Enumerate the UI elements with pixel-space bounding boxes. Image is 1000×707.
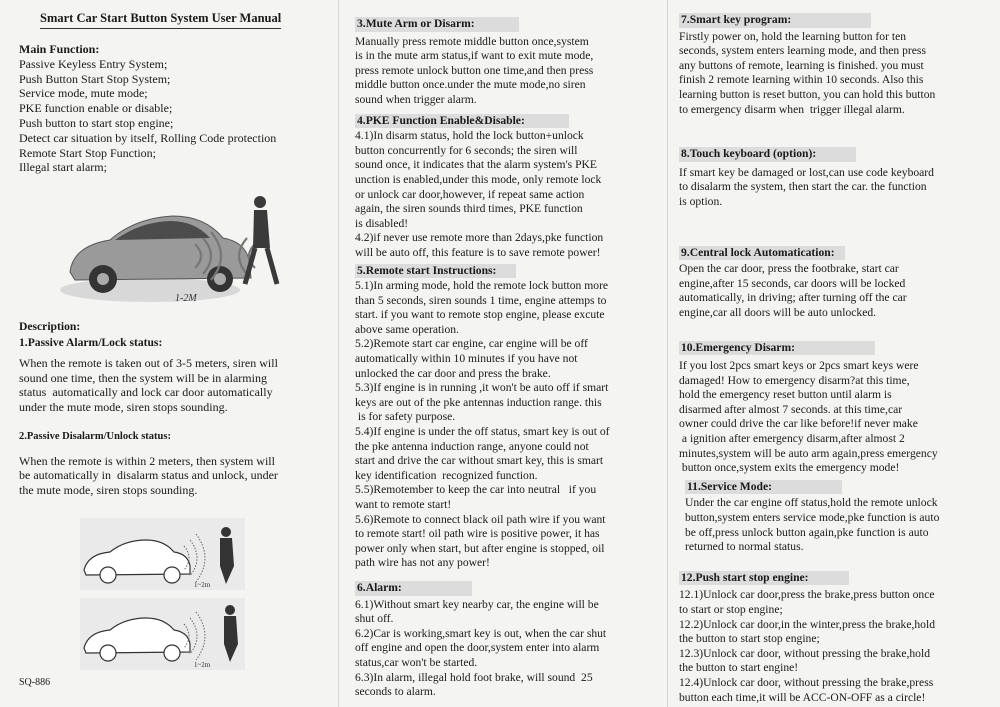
main-function-section — [19, 42, 276, 175]
text-line: If smart key be damaged or lost,can use code keyboard — [679, 165, 934, 179]
text-line: to remote start! oil path wire is positive power, it has — [355, 527, 600, 541]
text-line: 5.5)Remotember to keep the car into neutral if you — [355, 483, 597, 497]
walking-person-icon — [245, 196, 277, 284]
page-fold-line — [667, 0, 668, 707]
range-label: 1~2m — [194, 661, 211, 669]
text-line: Firstly power on, hold the learning button for ten — [679, 29, 907, 43]
car-wheel — [100, 567, 116, 583]
section-8-heading: 8.Touch keyboard (option): — [679, 147, 856, 162]
section-12-text — [679, 588, 991, 705]
text-line: press remote unlock button one time,and then press — [355, 63, 594, 77]
section-10-heading: 10.Emergency Disarm: — [679, 341, 875, 356]
text-line: be off,press unlock button again,pke function is auto — [685, 525, 929, 539]
text-line: Open the car door, press the footbrake, start car — [679, 262, 899, 276]
main-function-item: PKE function enable or disable; — [19, 101, 173, 116]
car-walkaway-figure — [55, 180, 305, 310]
text-line: middle button once.under the mute mode,no siren — [355, 78, 586, 92]
section-2 — [19, 430, 319, 497]
text-line: under the mute mode, siren stops sounding. — [19, 399, 228, 414]
text-line: a ignition after emergency disarm,after almost 2 — [679, 432, 905, 446]
section-8-text — [679, 166, 991, 210]
range-label: 1-2M — [175, 293, 197, 304]
text-line: again, the siren sounds third times, PKE function — [355, 202, 583, 216]
text-line: unlocked the car door and press the brake. — [355, 366, 551, 380]
text-line: Under the car engine off status,hold the remote unlock — [685, 496, 938, 510]
text-line: returned to normal status. — [685, 540, 804, 554]
text-line: engine,after 15 seconds, car doors will be locked — [679, 276, 906, 290]
text-line: 6.1)Without smart key nearby car, the engine will be — [355, 597, 599, 611]
main-function-item: Push button to start stop engine; — [19, 115, 174, 130]
text-line: the button to start stop engine; — [679, 632, 820, 646]
text-line: is disabled! — [355, 216, 409, 230]
section-5-text — [355, 279, 660, 571]
text-line: 5.2)Remote start car engine, car engine will be off — [355, 337, 588, 351]
text-line: or unlock car door,however, if repeat same action — [355, 187, 585, 201]
text-line: 12.2)Unlock car door,in the winter,press the brake,hold — [679, 617, 935, 631]
text-line: automatically, in driving; after turning off the car — [679, 291, 907, 305]
middle-column — [355, 17, 660, 700]
section-11-text — [679, 496, 991, 554]
car-far-figure — [80, 598, 245, 670]
text-line: be automatically in disalarm status and unlock, under — [19, 468, 278, 483]
text-line: above same operation. — [355, 322, 459, 336]
car-wheel — [164, 567, 180, 583]
text-line: 12.3)Unlock car door, without pressing the brake,hold — [679, 646, 930, 660]
section-11-heading: 11.Service Mode: — [685, 480, 842, 495]
main-function-heading: Main Function: — [19, 42, 100, 56]
text-line: status automatically and lock car door automatically — [19, 385, 273, 400]
right-column — [679, 13, 991, 705]
text-line: seconds to alarm. — [355, 685, 436, 699]
section-7-text — [679, 30, 991, 118]
main-function-item: Illegal start alarm; — [19, 160, 107, 175]
text-line: want to remote start! — [355, 498, 452, 511]
text-line: 12.4)Unlock car door, without pressing the brake,press — [679, 675, 934, 689]
text-line: If you lost 2pcs smart keys or 2pcs smart keys were — [679, 359, 919, 373]
section-3-text — [355, 35, 660, 108]
text-line: shut off. — [355, 612, 394, 626]
section-6-text — [355, 598, 660, 700]
section-2-text — [19, 454, 319, 498]
text-line: button once,system exits the emergency mode! — [679, 461, 900, 475]
text-line: sound once, it indicates that the alarm system's PKE — [355, 158, 597, 172]
text-line: button each time,it will be ACC-ON-OFF as a circle! — [679, 690, 926, 704]
section-1-heading: 1.Passive Alarm/Lock status: — [19, 335, 163, 349]
text-line: keys are out of the pke antennas induction range. this — [355, 395, 602, 409]
text-line: 5.1)In arming mode, hold the remote lock button more — [355, 279, 609, 293]
text-line: key identification recognized function. — [355, 468, 538, 482]
section-1-text — [19, 356, 319, 414]
main-function-list — [19, 57, 276, 175]
section-10-text — [679, 359, 991, 476]
car-near-figure — [80, 518, 245, 590]
main-function-item: Service mode, mute mode; — [19, 86, 148, 101]
section-2-heading: 2.Passive Disalarm/Unlock status: — [19, 431, 171, 442]
text-line: 4.2)if never use remote more than 2days,pke function — [355, 231, 604, 245]
text-line: 5.4)If engine is under the off status, smart key is out of — [355, 425, 610, 439]
section-9-text — [679, 262, 991, 320]
main-function-item: Detect car situation by itself, Rolling Code protection — [19, 130, 277, 145]
text-line: 6.3)In alarm, illegal hold foot brake, will sound 25 — [355, 670, 593, 684]
description-section — [19, 320, 319, 415]
text-line: hold the emergency reset button until alarm is — [679, 388, 892, 402]
car-hub — [97, 273, 109, 285]
text-line: seconds, system enters learning mode, and then press — [679, 44, 926, 58]
main-function-item: Push Button Start Stop System; — [19, 71, 171, 86]
text-line: power only when start, but after engine is stopped, oil — [355, 541, 605, 555]
text-line: damaged! How to emergency disarm?at this time, — [679, 373, 910, 387]
text-line: 12.1)Unlock car door,press the brake,press button once — [679, 588, 935, 602]
text-line: unction is enabled,under this mode, only remote lock — [355, 172, 602, 186]
text-line: to emergency disarm when trigger illegal alarm. — [679, 102, 905, 116]
section-7-heading: 7.Smart key program: — [679, 13, 871, 28]
text-line: button,system enters service mode,pke function is auto — [685, 511, 940, 525]
text-line: minutes,system will be auto arm again,press emergency — [679, 446, 938, 460]
text-line: the pke antenna induction range, anyone could not — [355, 439, 589, 453]
section-3-heading: 3.Mute Arm or Disarm: — [355, 17, 519, 32]
text-line: to disalarm the system, then start the car. the function — [679, 180, 927, 194]
text-line: learning button is reset button, you can hold this button — [679, 87, 936, 101]
section-12-heading: 12.Push start stop engine: — [679, 571, 849, 586]
section-5-heading: 5.Remote start Instructions: — [355, 264, 516, 279]
text-line: 5.3)If engine is in running ,it won't be auto off if smart — [355, 381, 609, 395]
text-line: owner could drive the car like before!if never make — [679, 417, 918, 431]
text-line: sound when trigger alarm. — [355, 92, 477, 106]
section-6-heading: 6.Alarm: — [355, 581, 472, 596]
range-label: 1~2m — [194, 581, 211, 589]
text-line: to start or stop engine; — [679, 603, 783, 616]
text-line: status,car won't be started. — [355, 655, 478, 669]
text-line: is option. — [679, 194, 723, 208]
section-4-text — [355, 129, 660, 260]
text-line: engine,car all doors will be auto unlocked. — [679, 305, 877, 319]
description-heading: Description: — [19, 320, 81, 333]
text-line: path wire has not any power! — [355, 556, 490, 570]
text-line: button concurrently for 6 seconds; the siren will — [355, 143, 578, 157]
car-wheel — [164, 645, 180, 661]
text-line: automatically within 10 minutes if you have not — [355, 352, 578, 366]
text-line: will be auto off, this feature is to save remote power! — [355, 245, 601, 259]
text-line: the button to start engine! — [679, 661, 799, 675]
text-line: start. if you want to remote stop engine, please excute — [355, 308, 605, 322]
text-line: any buttons of remote, learning is finished. you must — [679, 58, 924, 72]
text-line: than 5 seconds, siren sounds 1 time, engine attemps to — [355, 293, 607, 307]
text-line: disarmed after almost 7 seconds. at this time,car — [679, 402, 903, 416]
section-9-heading: 9.Central lock Automatication: — [679, 246, 845, 261]
model-code: SQ-886 — [19, 677, 51, 688]
main-function-item: Passive Keyless Entry System; — [19, 56, 168, 71]
text-line: Manually press remote middle button once,system — [355, 34, 589, 48]
text-line: finish 2 remote learning within 10 seconds. Also this — [679, 73, 924, 87]
main-function-item: Remote Start Stop Function; — [19, 145, 156, 160]
text-line: 5.6)Remote to connect black oil path wire if you want — [355, 512, 606, 526]
text-line: is in the mute arm status,if want to exit mute mode, — [355, 49, 594, 63]
page-fold-line — [338, 0, 339, 707]
car-wheel — [100, 645, 116, 661]
text-line: sound one time, then the system will be in alarming — [19, 370, 267, 385]
text-line: the mute mode, siren stops sounding. — [19, 482, 198, 497]
text-line: is for safety purpose. — [355, 410, 456, 424]
text-line: When the remote is taken out of 3-5 meters, siren will — [19, 356, 278, 371]
text-line: When the remote is within 2 meters, then system will — [19, 453, 275, 468]
section-4-heading: 4.PKE Function Enable&Disable: — [355, 114, 569, 129]
text-line: 6.2)Car is working,smart key is out, when the car shut — [355, 626, 607, 640]
text-line: off engine and open the door,system enter into alarm — [355, 641, 600, 655]
manual-title: Smart Car Start Button System User Manual — [40, 11, 281, 29]
text-line: start and drive the car without smart key, this is smart — [355, 454, 604, 468]
text-line: 4.1)In disarm status, hold the lock button+unlock — [355, 129, 584, 143]
